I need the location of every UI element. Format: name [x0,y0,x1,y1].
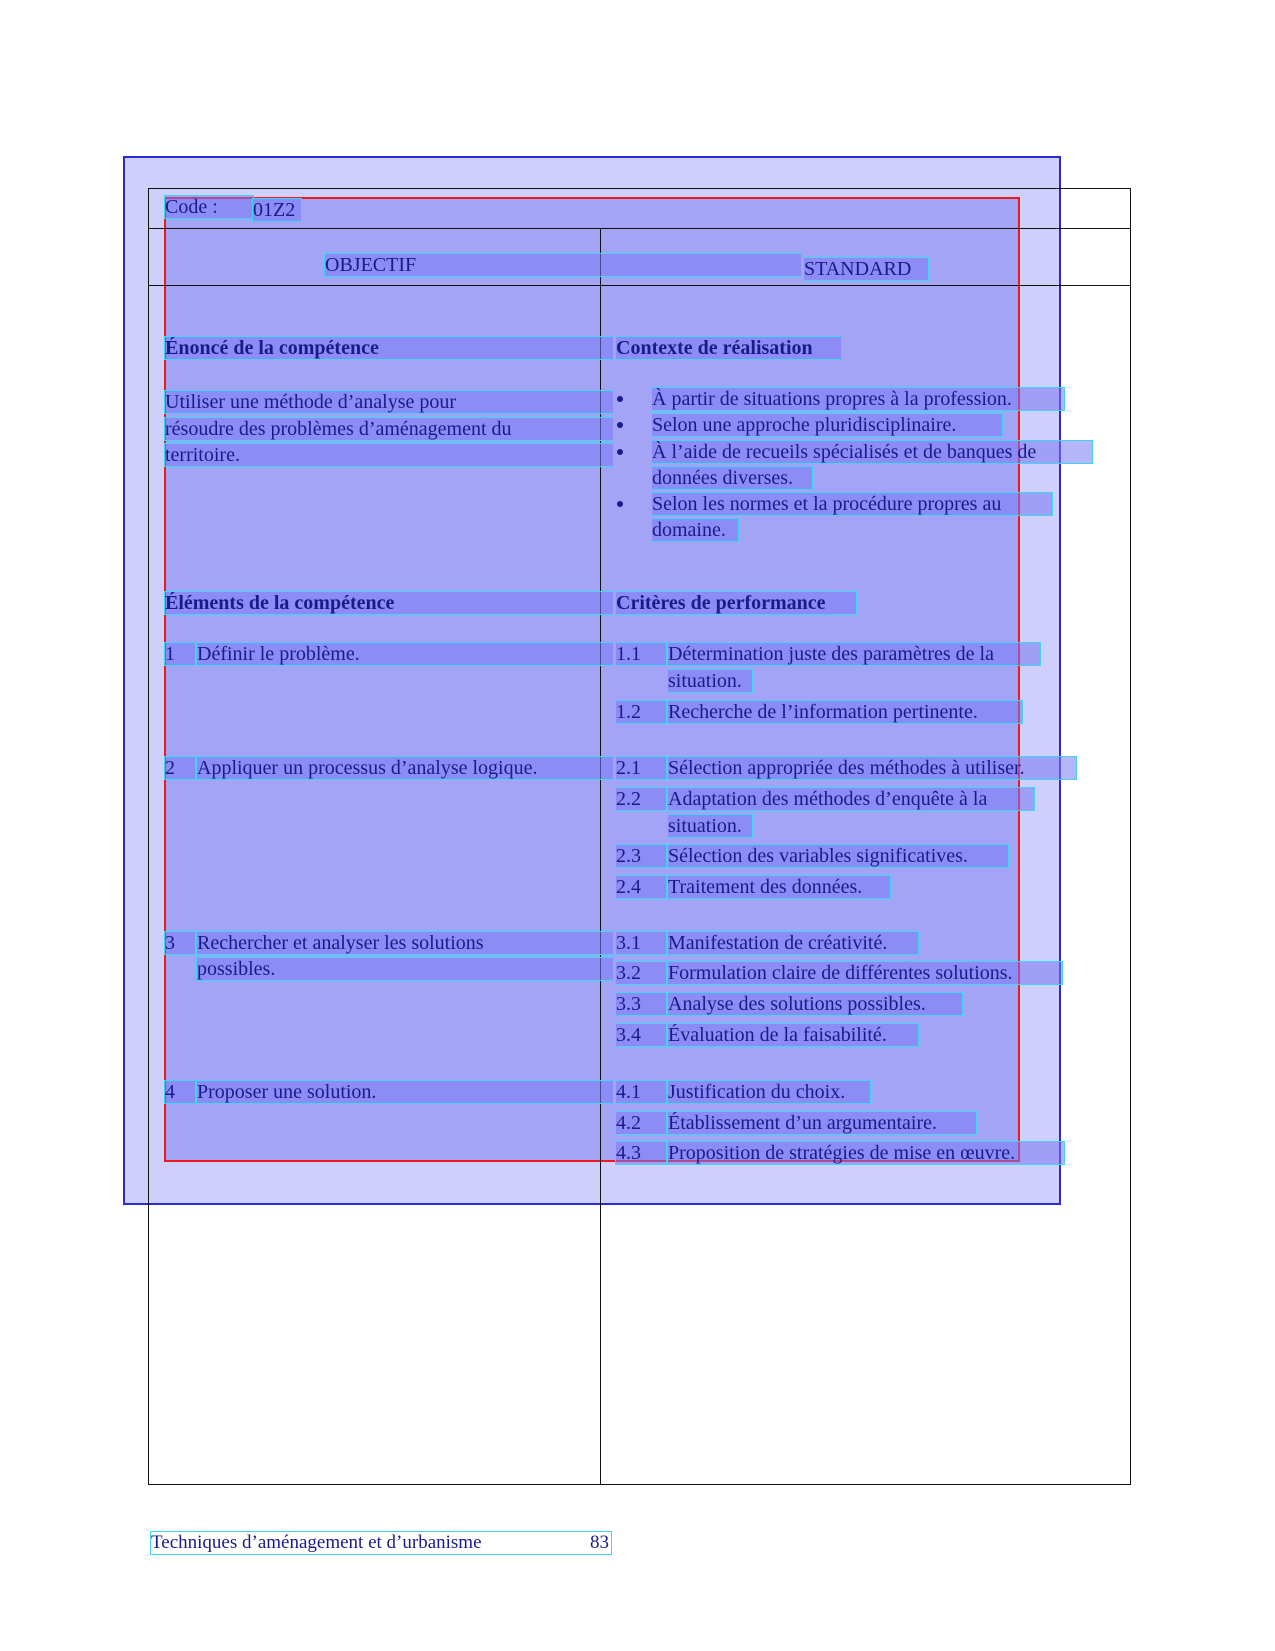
element-text: Proposer une solution. [197,1081,613,1103]
criteres-heading: Critères de performance [616,592,856,614]
element-text: Rechercher et analyser les solutions [197,932,613,954]
critere-text: Justification du choix. [668,1081,870,1103]
critere-text: Sélection des variables significatives. [668,845,1008,867]
contexte-text: domaine. [652,519,738,541]
table-rule-header-bottom [148,285,1131,286]
critere-number: 1.1 [616,643,666,665]
critere-number: 2.1 [616,757,666,779]
contexte-text: Selon les normes et la procédure propres au [652,493,1052,515]
element-text: Appliquer un processus d’analyse logique. [197,757,613,779]
critere-number: 3.4 [616,1024,666,1046]
critere-number: 1.2 [616,701,666,723]
element-number: 2 [165,757,195,779]
critere-text: Formulation claire de différentes solutions. [668,962,1062,984]
critere-number: 2.3 [616,845,666,867]
critere-text: Établissement d’un argumentaire. [668,1112,976,1134]
enonce-line: territoire. [165,444,613,466]
table-frame [148,188,1131,1485]
critere-text: Analyse des solutions possibles. [668,993,962,1015]
table-column-divider [600,228,601,1484]
footer-title: Techniques d’aménagement et d’urbanisme [151,1532,482,1553]
critere-number: 2.4 [616,876,666,898]
critere-number: 3.1 [616,932,666,954]
critere-text: Évaluation de la faisabilité. [668,1024,918,1046]
critere-number: 3.2 [616,962,666,984]
contexte-text: Selon une approche pluridisciplinaire. [652,414,1002,436]
bullet-icon [617,449,623,455]
critere-text: Proposition de stratégies de mise en œuvre. [668,1142,1064,1164]
enonce-line: Utiliser une méthode d’analyse pour [165,391,613,413]
element-text: Définir le problème. [197,643,613,665]
critere-text: Sélection appropriée des méthodes à utiliser. [668,757,1076,779]
element-text: possibles. [197,958,613,980]
critere-number: 2.2 [616,788,666,810]
critere-text: Traitement des données. [668,876,890,898]
critere-text: situation. [668,670,752,692]
code-value: 01Z2 [253,199,301,221]
critere-text: Recherche de l’information pertinente. [668,701,1022,723]
bullet-icon [617,396,623,402]
critere-text: Détermination juste des paramètres de la [668,643,1040,665]
bullet-icon [617,501,623,507]
page-footer [151,1532,611,1554]
column-header-standard: STANDARD [804,258,928,280]
critere-number: 4.2 [616,1112,666,1134]
critere-number: 4.3 [616,1142,666,1164]
code-label: Code : [165,196,253,218]
bullet-icon [617,422,623,428]
column-header-objectif: OBJECTIF [325,254,801,276]
critere-number: 3.3 [616,993,666,1015]
enonce-line: résoudre des problèmes d’aménagement du [165,418,613,440]
element-number: 1 [165,643,195,665]
element-number: 4 [165,1081,195,1103]
contexte-text: À l’aide de recueils spécialisés et de banques de [652,441,1092,463]
elements-heading: Éléments de la compétence [165,592,613,614]
contexte-heading: Contexte de réalisation [616,337,841,359]
critere-text: situation. [668,815,752,837]
table-rule-header-top [148,228,1131,229]
page-number: 83 [590,1532,609,1553]
contexte-text: données diverses. [652,467,812,489]
critere-text: Manifestation de créativité. [668,932,918,954]
enonce-heading: Énoncé de la compétence [165,337,613,359]
critere-number: 4.1 [616,1081,666,1103]
critere-text: Adaptation des méthodes d’enquête à la [668,788,1034,810]
element-number: 3 [165,932,195,954]
contexte-text: À partir de situations propres à la profession. [652,388,1064,410]
